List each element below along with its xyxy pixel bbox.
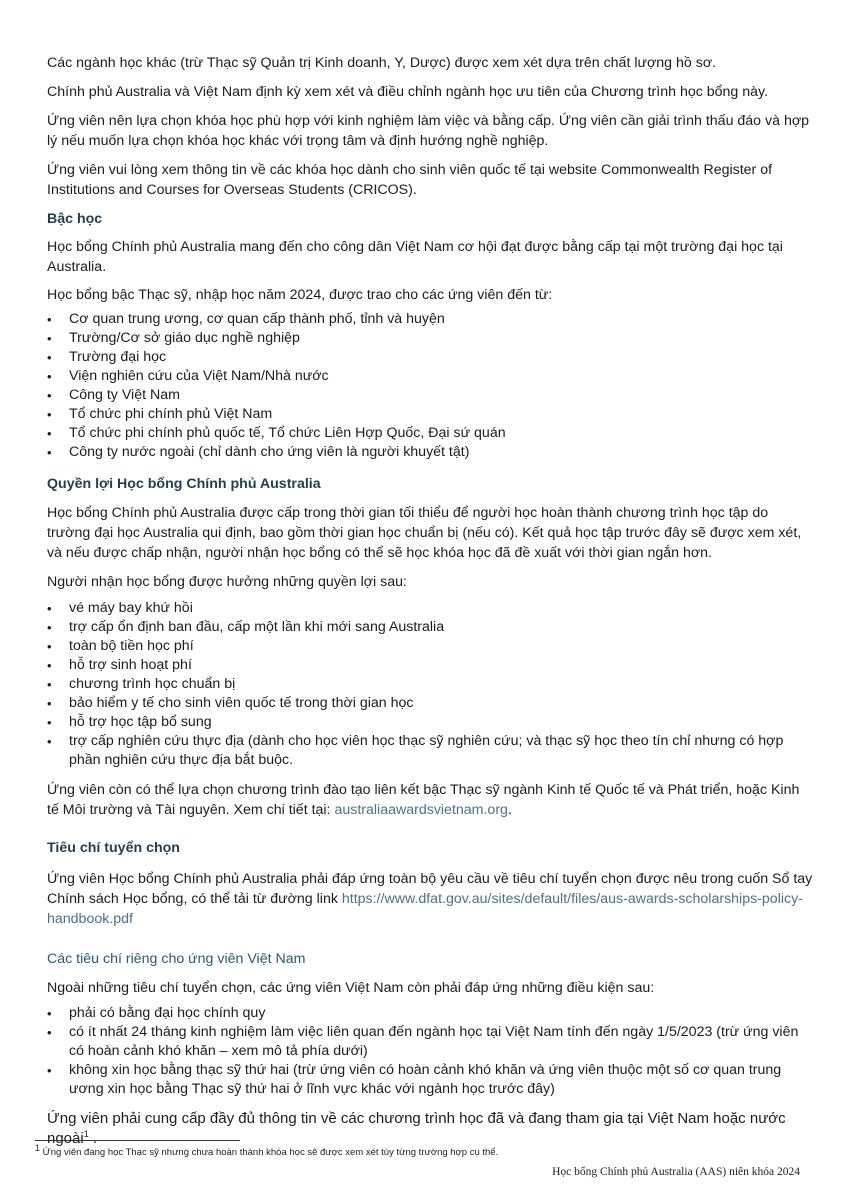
heading-criteria: Tiêu chí tuyển chọn — [47, 840, 180, 856]
footnote — [35, 1142, 795, 1159]
level-paragraph-2: Học bổng bậc Thạc sỹ, nhập học năm 2024, được trao cho các ứng viên đến từ: — [47, 287, 553, 303]
level-list — [47, 310, 815, 462]
list-item: • hỗ trợ sinh hoạt phí — [47, 656, 815, 675]
heading-benefits: Quyền lợi Học bổng Chính phủ Australia — [47, 476, 321, 492]
list-item: • Công ty Việt Nam — [47, 386, 815, 405]
footnote-reference[interactable]: 1 — [83, 1129, 89, 1139]
benefits-paragraph-3-text: Ứng viên còn có thể lựa chọn chương trình đào tạo liên kết bậc Thạc sỹ ngành Kinh tế Quốc tế và Phát triển, hoặc Kinh tế Môi trường và Tài nguyên. Xem chi tiết tại: — [47, 782, 800, 818]
intro-paragraph-3: Ứng viên nên lựa chọn khóa học phù hợp với kinh nghiệm làm việc và bằng cấp. Ứng viên cần giải trình thấu đáo và hợp lý nếu muốn lựa chọn khóa học khác với trọng tâm và định hướng nghề nghiệp. — [47, 113, 810, 149]
page-footer: Học bổng Chính phủ Australia (AAS) niên khóa 2024 — [552, 1166, 800, 1178]
intro-paragraph-2: Chính phủ Australia và Việt Nam định kỳ xem xét và điều chỉnh ngành học ưu tiên của Chương trình học bổng này. — [47, 84, 769, 100]
list-item: • hỗ trợ học tập bổ sung — [47, 713, 815, 732]
vietnam-paragraph-2 — [47, 1109, 815, 1149]
period: . — [507, 802, 512, 818]
page-content — [47, 53, 815, 1149]
footnote-marker: 1 — [35, 1142, 41, 1153]
list-item: • Cơ quan trung ương, cơ quan cấp thành phố, tỉnh và huyện — [47, 310, 815, 329]
intro-paragraph-1: Các ngành học khác (trừ Thạc sỹ Quản trị Kinh doanh, Y, Dược) được xem xét dựa trên chất lượng hồ sơ. — [47, 55, 717, 71]
list-item: • vé máy bay khứ hồi — [47, 599, 815, 618]
vietnam-paragraph-1: Ngoài những tiêu chí tuyển chọn, các ứng viên Việt Nam còn phải đáp ứng những điều kiện sau: — [47, 980, 655, 996]
period: . — [88, 1130, 98, 1147]
footnote-divider — [35, 1140, 240, 1141]
heading-vietnam: Các tiêu chí riêng cho ứng viên Việt Nam — [47, 951, 306, 967]
intro-paragraph-4: Ứng viên vui lòng xem thông tin về các khóa học dành cho sinh viên quốc tế tại website Commonwealth Register of Institutions and Courses for Overseas Students (CRICOS). — [47, 162, 773, 198]
level-paragraph-1: Học bổng Chính phủ Australia mang đến cho công dân Việt Nam cơ hội đạt được bằng cấp tại một trường đại học tại Australia. — [47, 239, 783, 275]
footnote-text: Ứng viên đang học Thạc sỹ nhưng chưa hoàn thành khóa học sẽ được xem xét tùy từng trường hợp cụ thể. — [40, 1147, 499, 1158]
criteria-paragraph-1-text: Ứng viên Học bổng Chính phủ Australia phải đáp ứng toàn bộ yêu cầu về tiêu chí tuyển chọn được nêu trong cuốn Sổ tay Chính sách Học bổng, có thể tải từ đường link — [47, 871, 813, 907]
website-link[interactable]: australiaawardsvietnam.org — [334, 802, 508, 818]
list-item: • toàn bộ tiền học phí — [47, 637, 815, 656]
list-item: • trợ cấp nghiên cứu thực địa (dành cho học viên học thạc sỹ nghiên cứu; và thạc sỹ học theo tín chỉ nhưng có hợp phần nghiên cứu thực địa bắt buộc. — [47, 732, 815, 770]
list-item: • Tổ chức phi chính phủ quốc tế, Tổ chức Liên Hợp Quốc, Đại sứ quán — [47, 424, 815, 443]
list-item: • Trường/Cơ sở giáo dục nghề nghiệp — [47, 329, 815, 348]
list-item: • có ít nhất 24 tháng kinh nghiệm làm việc liên quan đến ngành học tại Việt Nam tính đến ngày 1/5/2023 (trừ ứng viên có hoàn cảnh khó khăn – xem mô tả phía dưới) — [47, 1023, 815, 1061]
benefits-paragraph-3 — [47, 780, 815, 820]
list-item: • không xin học bằng thạc sỹ thứ hai (trừ ứng viên có hoàn cảnh khó khăn và ứng viên thuộc một số cơ quan trung ương xin học bằng Thạc sỹ thứ hai ở lĩnh vực khác với ngành học trước đây) — [47, 1061, 815, 1099]
list-item: • Trường đại học — [47, 348, 815, 367]
list-item: • chương trình học chuẩn bị — [47, 675, 815, 694]
list-item: • Viện nghiên cứu của Việt Nam/Nhà nước — [47, 367, 815, 386]
list-item: • trợ cấp ổn định ban đầu, cấp một lần khi mới sang Australia — [47, 618, 815, 637]
list-item: • Tổ chức phi chính phủ Việt Nam — [47, 405, 815, 424]
heading-level: Bậc học — [47, 211, 103, 227]
vietnam-paragraph-2-text: Ứng viên phải cung cấp đầy đủ thông tin về các chương trình học đã và đang tham gia tại Việt Nam hoặc nước ngoài — [47, 1110, 786, 1147]
handbook-link[interactable]: https://www.dfat.gov.au/sites/default/files/aus-awards-scholarships-policy-handbook.pdf — [47, 891, 803, 927]
benefits-paragraph-1: Học bổng Chính phủ Australia được cấp trong thời gian tối thiểu để người học hoàn thành chương trình học tập do trường đại học Australia qui định, bao gồm thời gian học chuẩn bị (nếu có). Kết quả học tập trước đây sẽ được xem xét, và nếu được chấp nhận, người nhận học bổng có thể sẽ học khóa học đã đề xuất với thời gian ngắn hơn. — [47, 505, 802, 561]
vietnam-list — [47, 1004, 815, 1099]
list-item: • bảo hiểm y tế cho sinh viên quốc tế trong thời gian học — [47, 694, 815, 713]
benefits-paragraph-2: Người nhận học bổng được hưởng những quyền lợi sau: — [47, 574, 407, 590]
criteria-paragraph-1 — [47, 869, 815, 929]
list-item: • phải có bằng đại học chính quy — [47, 1004, 815, 1023]
benefits-list — [47, 599, 815, 770]
list-item: • Công ty nước ngoài (chỉ dành cho ứng viên là người khuyết tật) — [47, 443, 815, 462]
